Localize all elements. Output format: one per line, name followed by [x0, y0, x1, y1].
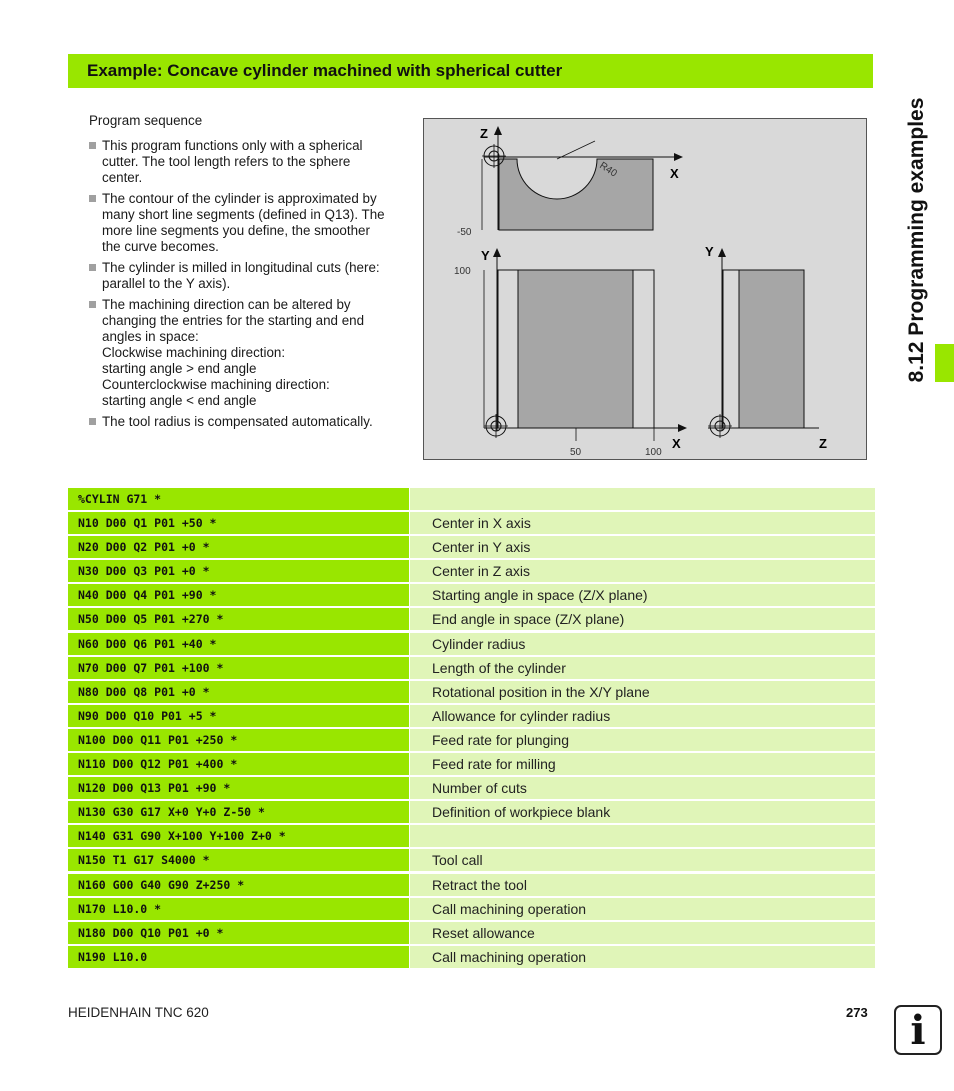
intro-bullet-line: The cylinder is milled in longitudinal cuts (here:	[102, 260, 380, 275]
program-description: Call machining operation	[410, 898, 875, 920]
workpiece-drawing	[424, 119, 868, 461]
intro-bullet	[89, 191, 409, 255]
program-code: N60 D00 Q6 P01 +40 *	[68, 633, 409, 655]
program-code: N30 D00 Q3 P01 +0 *	[68, 560, 409, 582]
intro-bullet-line: cutter. The tool length refers to the sphere	[102, 154, 351, 169]
program-code: N160 G00 G40 G90 Z+250 *	[68, 874, 409, 896]
label-z-top: Z	[480, 126, 488, 141]
program-description: Definition of workpiece blank	[410, 801, 875, 823]
intro-bullet-line: center.	[102, 170, 143, 185]
program-description: Feed rate for plunging	[410, 729, 875, 751]
intro-bullet-line: many short line segments (defined in Q13). The	[102, 207, 385, 222]
intro-bullet-line: The tool radius is compensated automatically.	[102, 414, 373, 429]
intro-bullet-line: changing the entries for the starting and end	[102, 313, 365, 328]
label-y-right: Y	[705, 244, 714, 259]
program-code: N110 D00 Q12 P01 +400 *	[68, 753, 409, 775]
program-row	[68, 488, 875, 510]
side-view-machined	[739, 270, 804, 428]
program-row	[68, 729, 875, 751]
intro-bullet-line: Clockwise machining direction:	[102, 345, 286, 360]
program-code: N130 G30 G17 X+0 Y+0 Z-50 *	[68, 801, 409, 823]
program-row	[68, 681, 875, 703]
program-description: Cylinder radius	[410, 633, 875, 655]
intro-bullet-line: The machining direction can be altered by	[102, 297, 351, 312]
program-row	[68, 777, 875, 799]
program-description: Call machining operation	[410, 946, 875, 968]
program-row	[68, 536, 875, 558]
program-row	[68, 874, 875, 896]
program-description: Feed rate for milling	[410, 753, 875, 775]
intro-bullet	[89, 414, 409, 430]
program-description: Starting angle in space (Z/X plane)	[410, 584, 875, 606]
program-row	[68, 584, 875, 606]
program-code: %CYLIN G71 *	[68, 488, 409, 510]
label-100-horizontal: 100	[645, 447, 662, 458]
intro-bullet-line: The contour of the cylinder is approximated by	[102, 191, 377, 206]
program-description: Rotational position in the X/Y plane	[410, 681, 875, 703]
intro-bullet-line: starting angle < end angle	[102, 393, 257, 408]
program-description	[410, 825, 875, 847]
program-code: N170 L10.0 *	[68, 898, 409, 920]
program-code: N80 D00 Q8 P01 +0 *	[68, 681, 409, 703]
program-row	[68, 633, 875, 655]
program-code: N190 L10.0	[68, 946, 409, 968]
intro-block	[89, 113, 409, 435]
chapter-side-label	[880, 60, 954, 420]
intro-heading: Program sequence	[89, 113, 203, 128]
program-row	[68, 608, 875, 630]
intro-bullet	[89, 297, 409, 409]
program-row	[68, 753, 875, 775]
info-glyph: i	[910, 1007, 926, 1054]
intro-bullet-line: the curve becomes.	[102, 239, 219, 254]
program-row	[68, 657, 875, 679]
chapter-label-text: 8.12 Programming examples	[905, 97, 928, 383]
label-z-bottom: Z	[819, 436, 827, 451]
intro-bullet	[89, 138, 409, 186]
program-description: Tool call	[410, 849, 875, 871]
program-row	[68, 825, 875, 847]
program-description: Center in Z axis	[410, 560, 875, 582]
info-icon	[894, 1005, 942, 1055]
program-code: N50 D00 Q5 P01 +270 *	[68, 608, 409, 630]
intro-bullet-line: This program functions only with a spherical	[102, 138, 363, 153]
program-description: Reset allowance	[410, 922, 875, 944]
program-code: N70 D00 Q7 P01 +100 *	[68, 657, 409, 679]
program-description	[410, 488, 875, 510]
bullet-square-icon	[89, 418, 96, 425]
program-description: Allowance for cylinder radius	[410, 705, 875, 727]
bullet-square-icon	[89, 195, 96, 202]
label-minus50: -50	[457, 227, 472, 238]
program-code: N120 D00 Q13 P01 +90 *	[68, 777, 409, 799]
label-x-bottom: X	[672, 436, 681, 451]
page-number: 273	[846, 1005, 868, 1020]
program-description: Number of cuts	[410, 777, 875, 799]
program-code: N100 D00 Q11 P01 +250 *	[68, 729, 409, 751]
intro-bullet-line: angles in space:	[102, 329, 199, 344]
program-description: End angle in space (Z/X plane)	[410, 608, 875, 630]
front-view-machined	[518, 270, 633, 428]
program-description: Retract the tool	[410, 874, 875, 896]
intro-bullet-list	[89, 138, 409, 430]
intro-bullet-line: parallel to the Y axis).	[102, 276, 231, 291]
bullet-square-icon	[89, 142, 96, 149]
intro-bullet-line: Counterclockwise machining direction:	[102, 377, 330, 392]
intro-bullet	[89, 260, 409, 292]
chapter-tab-marker	[935, 344, 954, 382]
label-r40: R40	[597, 160, 619, 180]
program-row	[68, 512, 875, 534]
program-row	[68, 922, 875, 944]
program-code: N10 D00 Q1 P01 +50 *	[68, 512, 409, 534]
section-title-text: Example: Concave cylinder machined with spherical cutter	[87, 61, 563, 80]
intro-bullet-line: starting angle > end angle	[102, 361, 257, 376]
program-row	[68, 705, 875, 727]
label-y-left: Y	[481, 248, 490, 263]
program-description: Center in Y axis	[410, 536, 875, 558]
program-code: N180 D00 Q10 P01 +0 *	[68, 922, 409, 944]
label-x-top: X	[670, 166, 679, 181]
intro-bullet-line: more line segments you define, the smoother	[102, 223, 370, 238]
workpiece-figure	[423, 118, 867, 460]
program-row	[68, 849, 875, 871]
bullet-square-icon	[89, 264, 96, 271]
program-description: Length of the cylinder	[410, 657, 875, 679]
program-row	[68, 946, 875, 968]
program-description: Center in X axis	[410, 512, 875, 534]
program-code: N140 G31 G90 X+100 Y+100 Z+0 *	[68, 825, 409, 847]
program-code: N150 T1 G17 S4000 *	[68, 849, 409, 871]
label-50: 50	[570, 447, 582, 458]
program-code: N20 D00 Q2 P01 +0 *	[68, 536, 409, 558]
program-row	[68, 898, 875, 920]
program-table	[68, 488, 875, 970]
program-row	[68, 801, 875, 823]
bullet-square-icon	[89, 301, 96, 308]
program-code: N40 D00 Q4 P01 +90 *	[68, 584, 409, 606]
blank-side-view	[499, 159, 653, 230]
radius-line	[557, 141, 595, 159]
footer-manual-name: HEIDENHAIN TNC 620	[68, 1005, 209, 1020]
program-code: N90 D00 Q10 P01 +5 *	[68, 705, 409, 727]
program-row	[68, 560, 875, 582]
label-100-vertical: 100	[454, 266, 471, 277]
section-title	[68, 54, 873, 88]
